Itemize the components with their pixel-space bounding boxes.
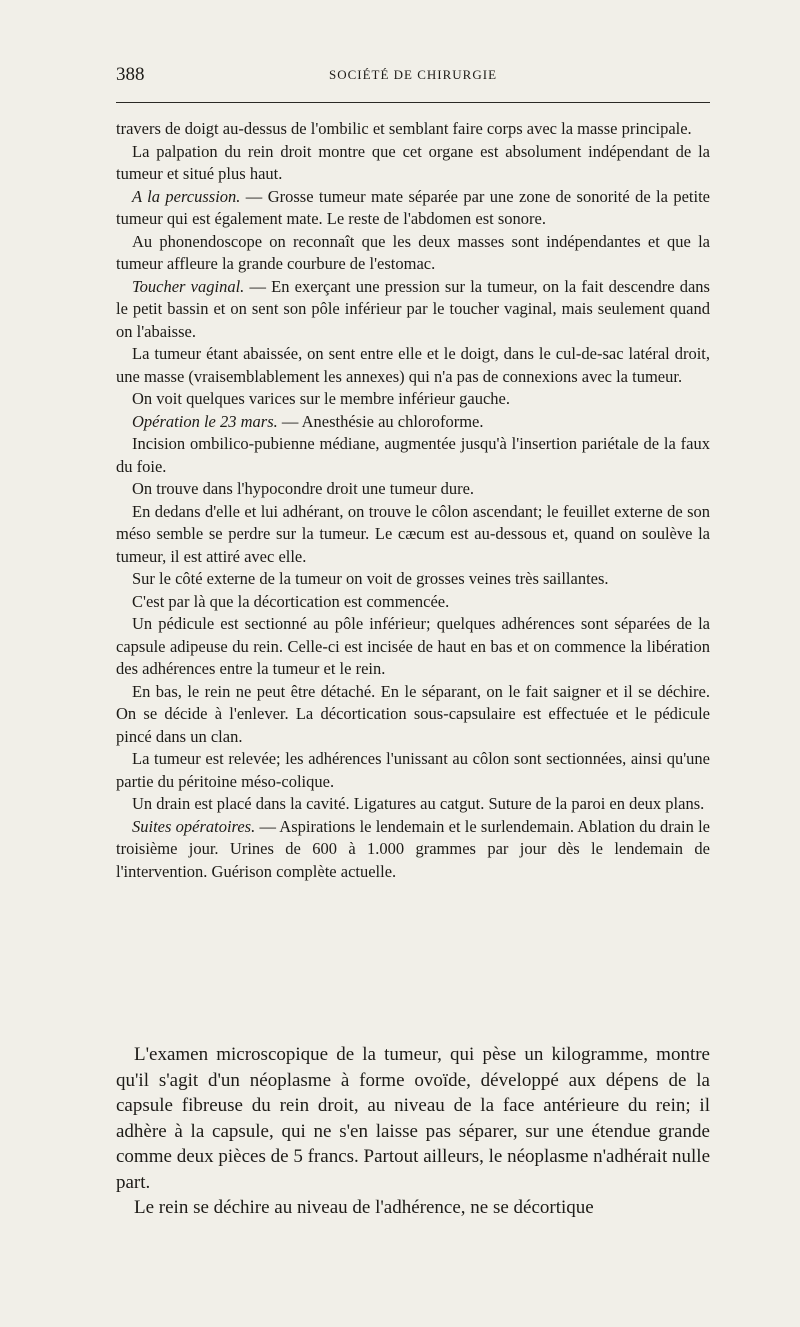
paragraph: A la percussion. — Grosse tumeur mate séparée par une zone de sonorité de la petite tumeur qui est également mate. Le reste de l'abdomen est sonore. [116, 186, 710, 228]
paragraph: La tumeur étant abaissée, on sent entre elle et le doigt, dans le cul-de-sac latéral droit, une masse (vraisemblablement les annexes) qui n'a pas de connexions avec la tumeur. [116, 344, 710, 386]
paragraph: Au phonendoscope on reconnaît que les deux masses sont indépendantes et que la tumeur affleure la grande courbure de l'estomac. [116, 231, 710, 273]
paragraph: Le rein se déchire au niveau de l'adhérence, ne se décortique [134, 1197, 594, 1218]
running-title: SOCIÉTÉ DE CHIRURGIE [328, 67, 498, 82]
paragraph: On trouve dans l'hypocondre droit une tumeur dure. [132, 479, 475, 498]
section-heading: A la percussion. [132, 186, 241, 206]
section-heading: Suites opératoires. [132, 816, 256, 836]
page-number: 388 [116, 64, 145, 85]
page-header [116, 64, 710, 88]
section-heading: Toucher vaginal. [132, 276, 245, 296]
section-heading: Opération le 23 mars. [132, 411, 278, 431]
header-rule [116, 102, 710, 103]
paragraph: Opération le 23 mars. — Anesthésie au chloroforme. [132, 411, 484, 431]
paragraph: L'examen microscopique de la tumeur, qui pèse un kilogramme, montre qu'il s'agit d'un néoplasme à forme ovoïde, développé aux dépens de la capsule fibreuse du rein droit, au niveau de la face antérieure du rein; il adhère à la capsule, qui ne s'en laisse pas séparer, sur une étendue grande comme deux pièces de 5 francs. Partout ailleurs, le néoplasme n'adhérait nulle part. [116, 1044, 710, 1193]
paragraph: Incision ombilico-pubienne médiane, augmentée jusqu'à l'insertion pariétale de la faux du foie. [116, 434, 710, 476]
discussion-text [116, 1042, 710, 1221]
paragraph: Toucher vaginal. — En exerçant une pression sur la tumeur, on la fait descendre dans le petit bassin et on sent son pôle inférieur par le toucher vaginal, mais seulement quand on l'abaisse. [116, 276, 710, 341]
paragraph: En dedans d'elle et lui adhérant, on trouve le côlon ascendant; le feuillet externe de son méso semble se perdre sur la tumeur. Le cæcum est au-dessous et, quand on soulève la tumeur, il est attiré avec elle. [116, 501, 710, 566]
paragraph: travers de doigt au-dessus de l'ombilic et semblant faire corps avec la masse principale. [116, 119, 692, 138]
paragraph: La tumeur est relevée; les adhérences l'unissant au côlon sont sectionnées, ainsi qu'une partie du péritoine méso-colique. [116, 749, 710, 791]
paragraph: La palpation du rein droit montre que cet organe est absolument indépendant de la tumeur et situé plus haut. [116, 141, 710, 183]
paragraph: Suites opératoires. — Aspirations le lendemain et le surlendemain. Ablation du drain le troisième jour. Urines de 600 à 1.000 grammes par jour dès le lendemain de l'intervention. Guérison complète actuelle. [116, 816, 710, 881]
paragraph: C'est par là que la décortication est commencée. [132, 591, 450, 611]
paragraph: On voit quelques varices sur le membre inférieur gauche. [132, 389, 510, 408]
paragraph: Un pédicule est sectionné au pôle inférieur; quelques adhérences sont séparées de la capsule adipeuse du rein. Celle-ci est incisée de haut en bas et on commence la libération des adhérences entre la tumeur et le rein. [116, 614, 710, 678]
paragraph: Sur le côté externe de la tumeur on voit de grosses veines très saillantes. [132, 569, 609, 588]
paragraph: En bas, le rein ne peut être détaché. En le séparant, on le fait saigner et il se déchire. On se décide à l'enlever. La décortication sous-capsulaire est effectuée et le pédicule pincé dans un clan. [116, 681, 710, 746]
case-report-text [116, 118, 710, 883]
paragraph: Un drain est placé dans la cavité. Ligatures au catgut. Suture de la paroi en deux plans. [132, 794, 705, 813]
